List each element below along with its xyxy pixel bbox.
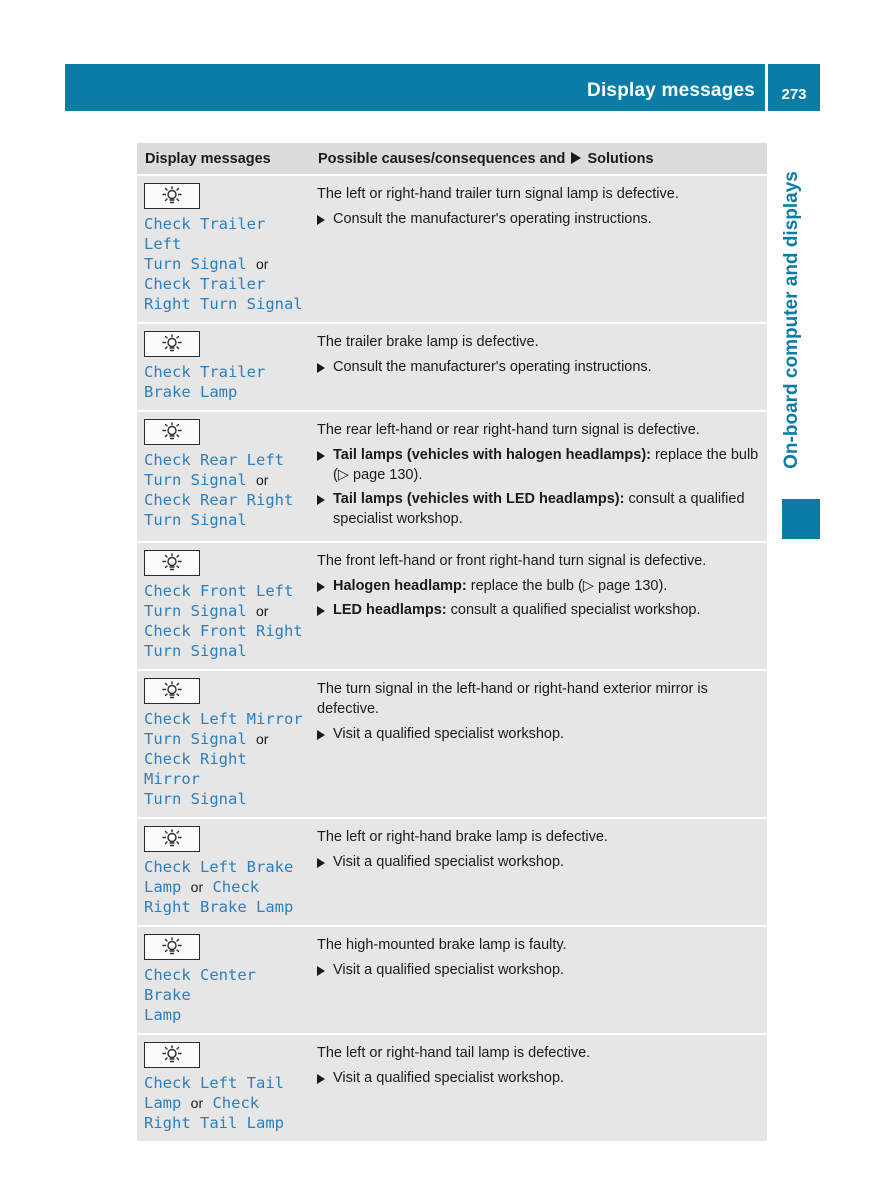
triangle-bullet-icon — [317, 451, 325, 461]
table-header-row — [137, 143, 767, 175]
solution-step-text: consult a qualified specialist workshop. — [450, 602, 701, 618]
solution-cell — [310, 926, 767, 1034]
display-message-text: Right Brake Lamp — [144, 898, 294, 916]
solution-step-heading: LED headlamps: — [333, 602, 447, 618]
display-message-text: Turn Signal — [144, 511, 247, 529]
solution-step — [317, 357, 760, 377]
display-message-text: Lamp — [144, 878, 182, 896]
display-messages-table — [137, 143, 767, 1141]
light-bulb-warning-icon — [144, 678, 200, 704]
solution-step-text: Visit a qualified specialist workshop. — [333, 726, 565, 742]
light-bulb-warning-icon — [144, 1042, 200, 1068]
display-message-text: Check Rear Left — [144, 451, 284, 469]
display-message-text: Check — [212, 1094, 260, 1112]
display-message-text: Check Front Right — [144, 622, 303, 640]
triangle-bullet-icon — [317, 730, 325, 740]
side-tab-marker — [782, 499, 820, 539]
display-message-cell — [137, 323, 310, 411]
display-message-text: Lamp — [144, 1006, 182, 1024]
display-message-text: Check — [212, 878, 260, 896]
triangle-bullet-icon — [317, 966, 325, 976]
column-header-causes-text: Possible causes/consequences and — [318, 150, 566, 167]
table-row — [137, 670, 767, 818]
display-message-text: Check Front Left — [144, 582, 294, 600]
solution-step-text: consult a qualified specialist workshop. — [333, 491, 745, 527]
page-title: Display messages — [587, 80, 755, 101]
solution-cell — [310, 175, 767, 323]
solution-step — [317, 489, 760, 529]
cause-text: The trailer brake lamp is defective. — [317, 334, 539, 350]
light-bulb-warning-icon — [144, 934, 200, 960]
side-tab-label: On-board computer and displays — [781, 171, 802, 469]
solution-step-text: replace the bulb (▷ page 130). — [470, 578, 668, 594]
solution-step — [317, 576, 760, 596]
or-label: or — [190, 879, 204, 895]
table-row — [137, 175, 767, 323]
solution-step — [317, 600, 760, 620]
display-message-text: Check Rear Right — [144, 491, 294, 509]
triangle-bullet-icon — [317, 495, 325, 505]
or-label: or — [256, 256, 269, 272]
table-row — [137, 818, 767, 926]
cause-text: The left or right-hand tail lamp is defective. — [317, 1045, 591, 1061]
table-row — [137, 542, 767, 670]
solution-step-text: Visit a qualified specialist workshop. — [333, 1070, 565, 1086]
solution-step-text: Consult the manufacturer's operating instructions. — [333, 211, 652, 227]
display-message-cell — [137, 411, 310, 542]
solution-cell — [310, 411, 767, 542]
solution-step — [317, 1068, 760, 1088]
triangle-bullet-icon — [317, 1074, 325, 1084]
cause-text: The left or right-hand brake lamp is defective. — [317, 829, 608, 845]
solution-cell — [310, 670, 767, 818]
display-message-cell — [137, 542, 310, 670]
column-header-solutions — [310, 143, 767, 175]
display-message-text: Check Left Brake — [144, 858, 294, 876]
display-message-cell — [137, 1034, 310, 1141]
table-row — [137, 926, 767, 1034]
triangle-bullet-icon — [317, 606, 325, 616]
solution-step — [317, 724, 760, 744]
display-message-text: Check Trailer — [144, 363, 266, 381]
cause-text: The high-mounted brake lamp is faulty. — [317, 937, 567, 953]
display-message-text: Check Trailer — [144, 275, 266, 293]
solution-cell — [310, 542, 767, 670]
solution-step-heading: Tail lamps (vehicles with LED headlamps): — [333, 491, 625, 507]
display-message-text: Check Left Mirror — [144, 710, 303, 728]
light-bulb-warning-icon — [144, 550, 200, 576]
display-message-text: Check Left Tail — [144, 1074, 284, 1092]
light-bulb-warning-icon — [144, 331, 200, 357]
solution-step-text: Consult the manufacturer's operating instructions. — [333, 359, 652, 375]
display-message-text: Turn Signal — [144, 602, 247, 620]
cause-text: The left or right-hand trailer turn signal lamp is defective. — [317, 186, 679, 202]
solution-step-heading: Tail lamps (vehicles with halogen headlamps): — [333, 447, 652, 463]
solution-step-text: Visit a qualified specialist workshop. — [333, 962, 565, 978]
cause-text: The turn signal in the left-hand or right-hand exterior mirror is defective. — [317, 681, 708, 717]
solution-step-text: Visit a qualified specialist workshop. — [333, 854, 565, 870]
solution-step — [317, 209, 760, 229]
or-label: or — [256, 731, 269, 747]
display-message-text: Turn Signal — [144, 255, 247, 273]
display-message-cell — [137, 175, 310, 323]
display-message-text: Turn Signal — [144, 730, 247, 748]
solution-step — [317, 445, 760, 485]
solution-cell — [310, 1034, 767, 1141]
solution-step-heading: Halogen headlamp: — [333, 578, 467, 594]
solution-arrow-icon — [571, 152, 581, 164]
solution-step — [317, 960, 760, 980]
triangle-bullet-icon — [317, 215, 325, 225]
table-row — [137, 1034, 767, 1141]
or-label: or — [256, 603, 269, 619]
display-message-text: Check Center Brake — [144, 966, 256, 1004]
cause-text: The rear left-hand or rear right-hand turn signal is defective. — [317, 422, 700, 438]
solution-step — [317, 852, 760, 872]
display-message-text: Turn Signal — [144, 642, 247, 660]
display-message-text: Right Tail Lamp — [144, 1114, 284, 1132]
light-bulb-warning-icon — [144, 826, 200, 852]
triangle-bullet-icon — [317, 363, 325, 373]
cause-text: The front left-hand or front right-hand turn signal is defective. — [317, 553, 707, 569]
table-row — [137, 411, 767, 542]
display-message-text: Check Right Mirror — [144, 750, 247, 788]
light-bulb-warning-icon — [144, 183, 200, 209]
page-number: 273 — [781, 86, 807, 103]
column-header-solutions-text: Solutions — [587, 150, 654, 167]
solution-step-text: replace the bulb (▷ page 130). — [333, 447, 759, 483]
light-bulb-warning-icon — [144, 419, 200, 445]
display-message-text: Turn Signal — [144, 790, 247, 808]
display-message-cell — [137, 818, 310, 926]
display-message-text: Right Turn Signal — [144, 295, 303, 313]
solution-cell — [310, 818, 767, 926]
display-message-text: Brake Lamp — [144, 383, 238, 401]
or-label: or — [190, 1095, 204, 1111]
table-row — [137, 323, 767, 411]
display-message-cell — [137, 670, 310, 818]
header-bar — [65, 64, 765, 111]
column-header-messages: Display messages — [137, 143, 310, 175]
solution-cell — [310, 323, 767, 411]
triangle-bullet-icon — [317, 858, 325, 868]
display-message-cell — [137, 926, 310, 1034]
triangle-bullet-icon — [317, 582, 325, 592]
display-message-text: Check Trailer Left — [144, 215, 266, 253]
display-message-text: Lamp — [144, 1094, 182, 1112]
page-number-box — [768, 64, 820, 111]
display-message-text: Turn Signal — [144, 471, 247, 489]
or-label: or — [256, 472, 269, 488]
